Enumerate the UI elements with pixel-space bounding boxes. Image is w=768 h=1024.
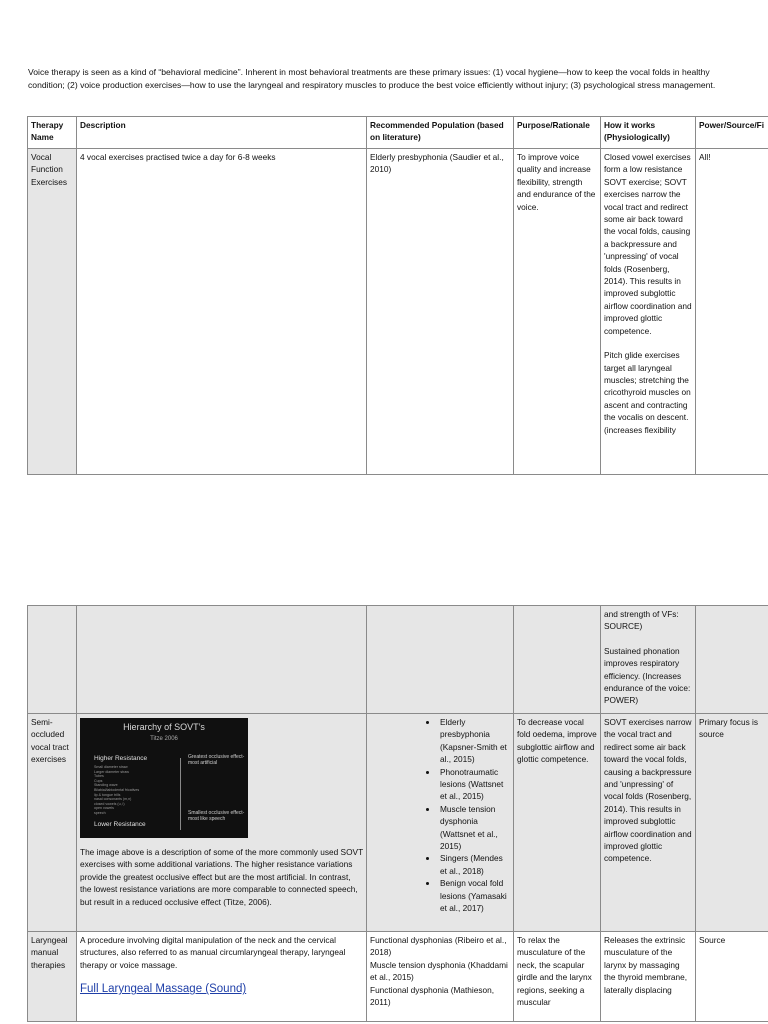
therapy-description: 4 vocal exercises practised twice a day for 6-8 weeks [77, 149, 367, 475]
figure-exercise-item: nasal consonants (m,n) [94, 797, 132, 802]
therapy-population [367, 606, 514, 714]
population-item: Muscle tension dysphonia (Khaddami et al., 2015) [370, 959, 508, 983]
therapy-purpose: To relax the musculature of the neck, the scapular girdle and the larynx regions, seeking a muscular [514, 932, 601, 1022]
therapy-name [28, 606, 77, 714]
therapy-table-page-1 [27, 116, 768, 475]
figure-greatest-effect: Greatest occlusive effect- most artificial [188, 754, 245, 766]
table-row-laryngeal-manual-therapies [28, 932, 768, 1022]
therapy-how-it-works: SOVT exercises narrow the vocal tract and redirect some air back toward the vocal folds, causing a backpressure and 'unpressing' of vocal folds (Rosenberg, 2014). This results in improved subglottic airflow coordination and improved glottic competence. [601, 714, 696, 932]
population-item: • Singers (Mendes et al., 2018) [438, 852, 510, 877]
therapy-description [77, 714, 367, 932]
therapy-name: Semi-occluded vocal tract exercises [28, 714, 77, 932]
how-paragraph: and strength of VFs: SOURCE) [604, 609, 679, 632]
header-purpose: Purpose/Rationale [514, 117, 601, 149]
figure-exercise-item: Larger diameter straw [94, 769, 129, 774]
therapy-population [367, 714, 514, 932]
population-item: • Benign vocal fold lesions (Yamasaki et al., 2017) [438, 877, 510, 914]
how-paragraph: Sustained phonation improves respiratory efficiency. (Increases endurance of the voice: POWER) [604, 645, 691, 706]
figure-smallest-effect: Smallest occlusive effect- most like speech [188, 810, 245, 822]
table-row-sovt [28, 714, 768, 932]
figure-exercise-item: open vowels [94, 806, 114, 811]
therapy-table-page-2 [27, 605, 768, 1022]
therapy-population: Elderly presbyphonia (Saudier et al., 2010) [367, 149, 514, 475]
therapy-purpose: To decrease vocal fold oedema, improve subglottic airflow and glottic competence. [514, 714, 601, 932]
figure-exercise-item: Cups [94, 778, 103, 783]
figure-higher-resistance: Higher Resistance [94, 755, 148, 762]
population-list [370, 716, 510, 915]
lmt-description: A procedure involving digital manipulation of the neck and the cervical structures, also referred to as manual circumlaryngeal therapy, laryngeal therapy or voice massage. [80, 935, 346, 970]
population-item: Functional dysphonia (Mathieson, 2011) [370, 984, 495, 1008]
therapy-power-source [696, 606, 768, 714]
figure-exercise-list [94, 765, 164, 816]
header-therapy-name: Therapy Name [28, 117, 77, 149]
therapy-power-source: All! [696, 149, 768, 475]
figure-title: Hierarchy of SOVT’s [123, 722, 205, 732]
population-item: • Muscle tension dysphonia (Wattsnet et al., 2015) [438, 803, 510, 853]
sovt-hierarchy-figure [80, 718, 248, 838]
intro-paragraph: Voice therapy is seen as a kind of “behavioral medicine”. Inherent in most behavioral treatments are these primary issues: (1) vocal hygiene—how to keep the vocal folds in healthy condition; (2) voice production exercises—how to use the laryngeal and respiratory muscles to produce the best voice efficiently without injury; (3) psychological stress management. [28, 67, 716, 90]
figure-lower-resistance: Lower Resistance [94, 821, 146, 828]
therapy-purpose: To improve voice quality and increase flexibility, strength and endurance of the voice. [514, 149, 601, 475]
sovt-description: The image above is a description of some of the more commonly used SOVT exercises with some additional variations. The higher resistance variations provide the greatest occlusive effect but are the most artificial. In contrast, the lowest resistance variations are more comparable to connected speech, but result in a reduced occlusive effect (Titze, 2006). [80, 847, 363, 907]
figure-exercise-item: speech [94, 810, 106, 815]
header-power-source: Power/Source/Fi [696, 117, 768, 149]
laryngeal-massage-link[interactable]: Full Laryngeal Massage (Sound) [80, 983, 247, 996]
figure-exercise-item: Small diameter straw [94, 765, 128, 769]
therapy-purpose [514, 606, 601, 714]
table-row-vocal-function-exercises [28, 149, 768, 475]
population-item: Functional dysphonias (Ribeiro et al., 2018) [370, 935, 507, 958]
figure-exercise-item: Tubes [94, 774, 104, 779]
header-how-it-works: How it works (Physiologically) [601, 117, 696, 149]
table-row-continuation [28, 606, 768, 714]
therapy-power-source: Primary focus is source [696, 714, 768, 932]
figure-exercise-item: lip & tongue trills [94, 792, 121, 797]
therapy-name: Laryngeal manual therapies [28, 932, 77, 1022]
how-paragraph: Closed vowel exercises form a low resistance SOVT exercise; SOVT exercises narrow the vocal tract and redirect some air back toward the vocal folds, causing a backpressure and 'unpressing' of vocal folds (Rosenberg, 2014). This results in improved subglottic airflow coordination and improved glottic competence. [604, 152, 692, 336]
therapy-how-it-works [601, 149, 696, 475]
therapy-how-it-works: Releases the extrinsic musculature of the larynx by massaging the thyroid membrane, laterally displacing [601, 932, 696, 1022]
therapy-name: Vocal Function Exercises [28, 149, 77, 475]
therapy-description [77, 932, 367, 1022]
header-population: Recommended Population (based on literature) [367, 117, 514, 149]
how-paragraph: Pitch glide exercises target all laryngeal muscles; stretching the cricothyroid muscles on ascent and contracting the vocalis on descent. (increases flexibility [604, 350, 691, 435]
population-item: • Phonotraumatic lesions (Wattsnet et al., 2015) [438, 766, 510, 803]
figure-subtitle: Titze 2006 [150, 736, 178, 742]
therapy-description [77, 606, 367, 714]
figure-exercise-item: Standing wave [94, 783, 118, 788]
therapy-population [367, 932, 514, 1022]
figure-exercise-item: Bilabial/labiodental fricatives [94, 787, 140, 792]
therapy-power-source: Source [696, 932, 768, 1022]
therapy-how-it-works [601, 606, 696, 714]
population-item: • Elderly presbyphonia (Kapsner-Smith et al., 2015) [438, 716, 510, 766]
header-description: Description [77, 117, 367, 149]
figure-divider [180, 758, 181, 830]
figure-exercise-item: closed vowels (u, i) [94, 801, 125, 806]
